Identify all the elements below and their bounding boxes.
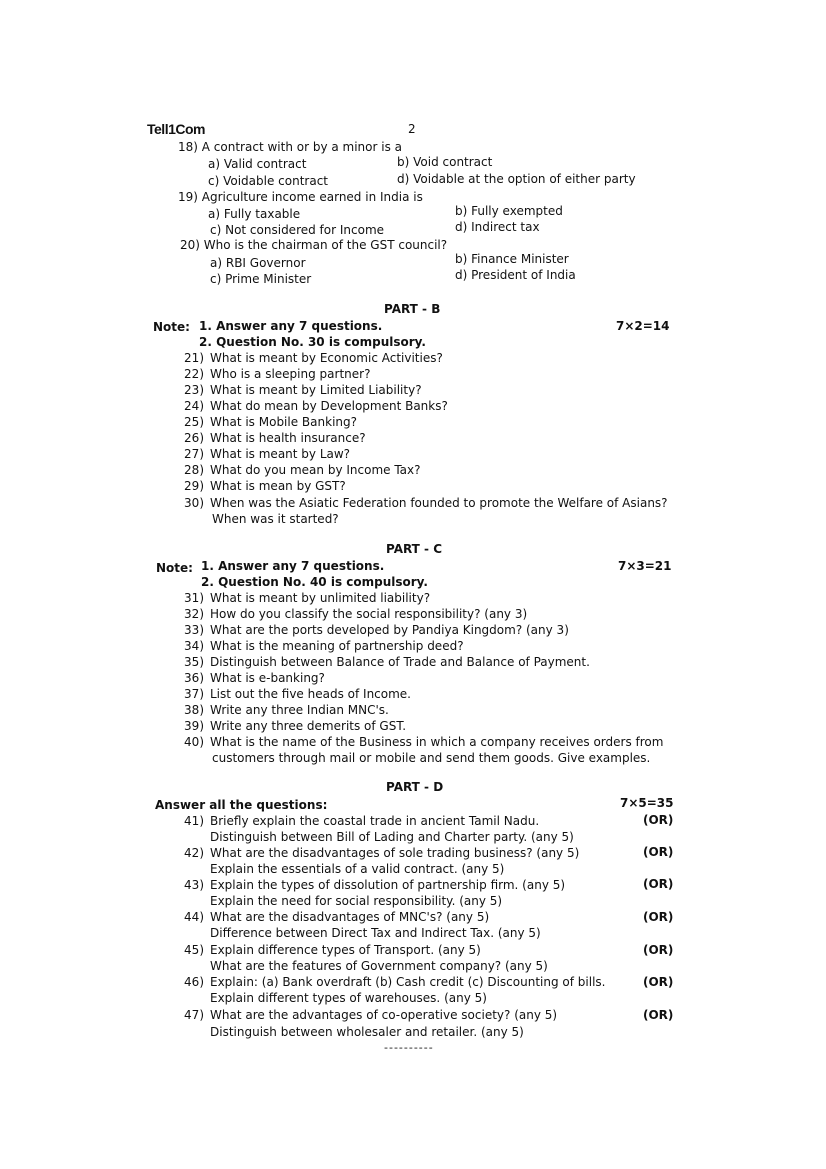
question-43: 43) Explain the types of dissolution of partnership firm. (any 5) [184, 878, 566, 892]
part-c-note-label: Note: [156, 561, 193, 575]
question-40: 40) What is the name of the Business in which a company receives orders from [184, 735, 664, 749]
question-44: 44) What are the disadvantages of MNC's? (any 5) [184, 910, 490, 924]
question-22: 22) Who is a sleeping partner? [184, 367, 371, 381]
question-25: 25) What is Mobile Banking? [184, 415, 357, 429]
part-b-note-2: 2. Question No. 30 is compulsory. [199, 335, 426, 349]
question-47: 47) What are the advantages of co-operative society? (any 5) [184, 1008, 558, 1022]
option-18b: b) Void contract [397, 155, 493, 169]
question-38: 38) Write any three Indian MNC's. [184, 703, 389, 717]
question-32: 32) How do you classify the social responsibility? (any 3) [184, 607, 528, 621]
or-label-43: (OR) [643, 877, 674, 891]
question-31: 31) What is meant by unlimited liability? [184, 591, 431, 605]
question-33: 33) What are the ports developed by Pandiya Kingdom? (any 3) [184, 623, 569, 637]
option-18c: c) Voidable contract [208, 174, 329, 188]
question-34: 34) What is the meaning of partnership deed? [184, 639, 464, 653]
question-45-alt: What are the features of Government company? (any 5) [210, 959, 548, 973]
option-19c: c) Not considered for Income [210, 223, 385, 237]
question-41-alt: Distinguish between Bill of Lading and Charter party. (any 5) [210, 830, 574, 844]
part-b-marks: 7×2=14 [616, 319, 670, 333]
part-c-note-2: 2. Question No. 40 is compulsory. [201, 575, 428, 589]
part-c-note-1: 1. Answer any 7 questions. [201, 559, 385, 573]
option-18a: a) Valid contract [208, 157, 307, 171]
question-46-alt: Explain different types of warehouses. (any 5) [210, 991, 487, 1005]
option-19a: a) Fully taxable [208, 207, 301, 221]
option-20d: d) President of India [455, 268, 576, 282]
question-26: 26) What is health insurance? [184, 431, 366, 445]
question-46: 46) Explain: (a) Bank overdraft (b) Cash credit (c) Discounting of bills. [184, 975, 606, 989]
option-18d: d) Voidable at the option of either party [397, 172, 636, 186]
question-19: 19) Agriculture income earned in India is [178, 190, 423, 204]
question-27: 27) What is meant by Law? [184, 447, 351, 461]
site-logo: Tell1Com [147, 121, 205, 137]
end-mark: ---------- [384, 1041, 434, 1054]
question-24: 24) What do mean by Development Banks? [184, 399, 448, 413]
part-b-title: PART - B [384, 302, 441, 316]
question-29: 29) What is mean by GST? [184, 479, 346, 493]
question-41: 41) Briefly explain the coastal trade in ancient Tamil Nadu. [184, 814, 540, 828]
part-d-title: PART - D [386, 780, 444, 794]
or-label-42: (OR) [643, 845, 674, 859]
question-42-alt: Explain the essentials of a valid contract. (any 5) [210, 862, 505, 876]
page-number: 2 [408, 122, 416, 136]
part-c-marks: 7×3=21 [618, 559, 672, 573]
question-21: 21) What is meant by Economic Activities? [184, 351, 443, 365]
question-30-cont: When was it started? [212, 512, 339, 526]
question-20: 20) Who is the chairman of the GST council? [180, 238, 448, 252]
question-37: 37) List out the five heads of Income. [184, 687, 411, 701]
option-19b: b) Fully exempted [455, 204, 563, 218]
question-35: 35) Distinguish between Balance of Trade and Balance of Payment. [184, 655, 590, 669]
question-23: 23) What is meant by Limited Liability? [184, 383, 422, 397]
question-30: 30) When was the Asiatic Federation founded to promote the Welfare of Asians? [184, 496, 668, 510]
or-label-46: (OR) [643, 975, 674, 989]
part-c-title: PART - C [386, 542, 443, 556]
option-20b: b) Finance Minister [455, 252, 569, 266]
option-20a: a) RBI Governor [210, 256, 306, 270]
question-28: 28) What do you mean by Income Tax? [184, 463, 421, 477]
question-39: 39) Write any three demerits of GST. [184, 719, 407, 733]
option-19d: d) Indirect tax [455, 220, 540, 234]
part-b-note-label: Note: [153, 320, 190, 334]
or-label-47: (OR) [643, 1008, 674, 1022]
option-20c: c) Prime Minister [210, 272, 312, 286]
part-b-note-1: 1. Answer any 7 questions. [199, 319, 383, 333]
question-45: 45) Explain difference types of Transport. (any 5) [184, 943, 481, 957]
part-d-instruction: Answer all the questions: [155, 798, 328, 812]
question-42: 42) What are the disadvantages of sole trading business? (any 5) [184, 846, 580, 860]
question-36: 36) What is e-banking? [184, 671, 325, 685]
question-18: 18) A contract with or by a minor is a [178, 140, 402, 154]
or-label-45: (OR) [643, 943, 674, 957]
question-47-alt: Distinguish between wholesaler and retailer. (any 5) [210, 1025, 524, 1039]
question-44-alt: Difference between Direct Tax and Indirect Tax. (any 5) [210, 926, 541, 940]
or-label-41: (OR) [643, 813, 674, 827]
question-40-cont: customers through mail or mobile and send them goods. Give examples. [212, 751, 651, 765]
part-d-marks: 7×5=35 [620, 796, 674, 810]
or-label-44: (OR) [643, 910, 674, 924]
question-43-alt: Explain the need for social responsibility. (any 5) [210, 894, 503, 908]
